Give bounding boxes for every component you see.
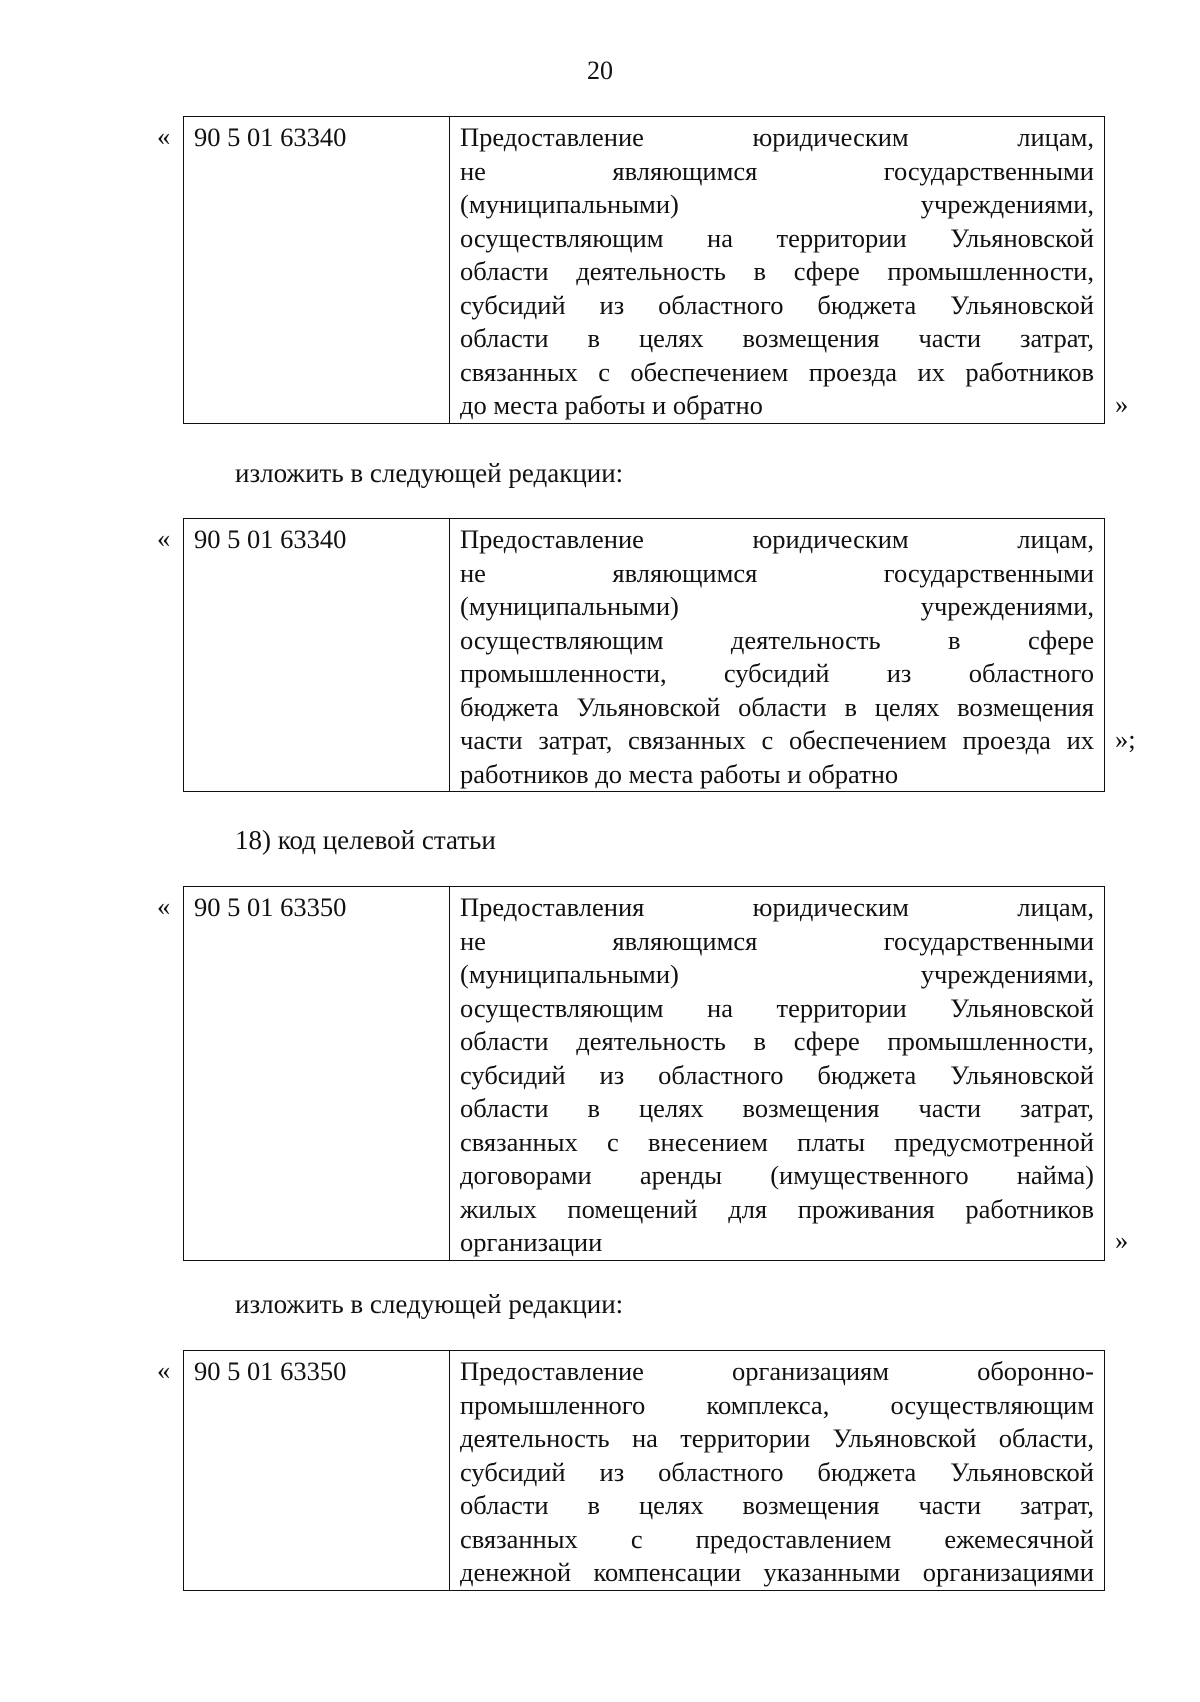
description-line: области деятельность в сфере промышленности,	[460, 1026, 1094, 1056]
description-line: Предоставление юридическим лицам,	[460, 524, 1094, 554]
description-line: жилых помещений для проживания работников	[460, 1193, 1094, 1224]
code-table-3	[157, 886, 1129, 1261]
table-row	[184, 887, 1105, 1261]
page-number: 20	[587, 56, 613, 85]
description-line: договорами аренды (имущественного найма)	[460, 1160, 1094, 1190]
description-line: Предоставления юридическим лицам,	[460, 892, 1094, 922]
description-line: не являющимся государственными	[460, 155, 1094, 186]
description-line: деятельность на территории Ульяновской области,	[460, 1423, 1094, 1453]
restate-paragraph: изложить в следующей редакции:	[235, 458, 624, 488]
entry-table	[183, 116, 1105, 424]
close-quote: »	[1115, 1225, 1129, 1255]
target-article-description	[450, 519, 1105, 792]
description-line: не являющимся государственными	[460, 925, 1094, 956]
description-line: организации	[460, 1227, 603, 1257]
entry-table	[183, 1350, 1105, 1591]
item-18-paragraph: 18) код целевой статьи	[235, 825, 496, 855]
code-table-4	[157, 1350, 1105, 1591]
target-article-code: 90 5 01 63340	[184, 117, 450, 424]
description-line: связанных с внесением платы предусмотренной	[460, 1126, 1094, 1157]
description-line: области деятельность в сфере промышленности,	[460, 256, 1094, 286]
description-line: Предоставление юридическим лицам,	[460, 122, 1094, 152]
table-row	[184, 1351, 1105, 1591]
code-table-1	[157, 116, 1129, 424]
close-quote: »;	[1115, 724, 1136, 754]
restate-paragraph: изложить в следующей редакции:	[235, 1289, 624, 1319]
description-line: осуществляющим деятельность в сфере	[460, 624, 1094, 655]
description-line: области в целях возмещения части затрат,	[460, 1093, 1094, 1123]
target-article-code: 90 5 01 63350	[184, 1351, 450, 1591]
entry-table	[183, 886, 1105, 1261]
table-row	[184, 519, 1105, 792]
description-line: не являющимся государственными	[460, 557, 1094, 588]
description-line: (муниципальными) учреждениями,	[460, 189, 1094, 219]
close-quote: »	[1115, 389, 1129, 419]
description-line: денежной компенсации указанными организациями	[460, 1557, 1094, 1587]
target-article-description	[450, 1351, 1105, 1591]
description-line: субсидий из областного бюджета Ульяновской	[460, 289, 1094, 320]
description-line: промышленного комплекса, осуществляющим	[460, 1389, 1094, 1420]
entry-table	[183, 518, 1105, 792]
description-line: (муниципальными) учреждениями,	[460, 959, 1094, 989]
description-line: Предоставление организациям оборонно-	[460, 1356, 1094, 1386]
table-row	[184, 117, 1105, 424]
description-line: субсидий из областного бюджета Ульяновской	[460, 1059, 1094, 1090]
description-line: связанных с предоставлением ежемесячной	[460, 1523, 1094, 1554]
description-line: области в целях возмещения части затрат,	[460, 1490, 1094, 1520]
open-quote: «	[157, 1355, 171, 1385]
target-article-code: 90 5 01 63340	[184, 519, 450, 792]
open-quote: «	[157, 891, 171, 921]
description-line: работников до места работы и обратно	[460, 758, 899, 789]
target-article-description	[450, 887, 1105, 1261]
target-article-description	[450, 117, 1105, 424]
description-line: субсидий из областного бюджета Ульяновской	[460, 1456, 1094, 1487]
code-table-2	[157, 518, 1136, 792]
open-quote: «	[157, 121, 171, 151]
description-line: промышленности, субсидий из областного	[460, 658, 1094, 688]
description-line: (муниципальными) учреждениями,	[460, 591, 1094, 621]
description-line: до места работы и обратно	[460, 390, 763, 420]
description-line: связанных с обеспечением проезда их работников	[460, 356, 1094, 387]
target-article-code: 90 5 01 63350	[184, 887, 450, 1261]
description-line: осуществляющим на территории Ульяновской	[460, 222, 1094, 253]
description-line: осуществляющим на территории Ульяновской	[460, 992, 1094, 1023]
description-line: части затрат, связанных с обеспечением проезда их	[460, 725, 1094, 755]
open-quote: «	[157, 523, 171, 553]
description-line: области в целях возмещения части затрат,	[460, 323, 1094, 353]
description-line: бюджета Ульяновской области в целях возмещения	[460, 691, 1094, 722]
